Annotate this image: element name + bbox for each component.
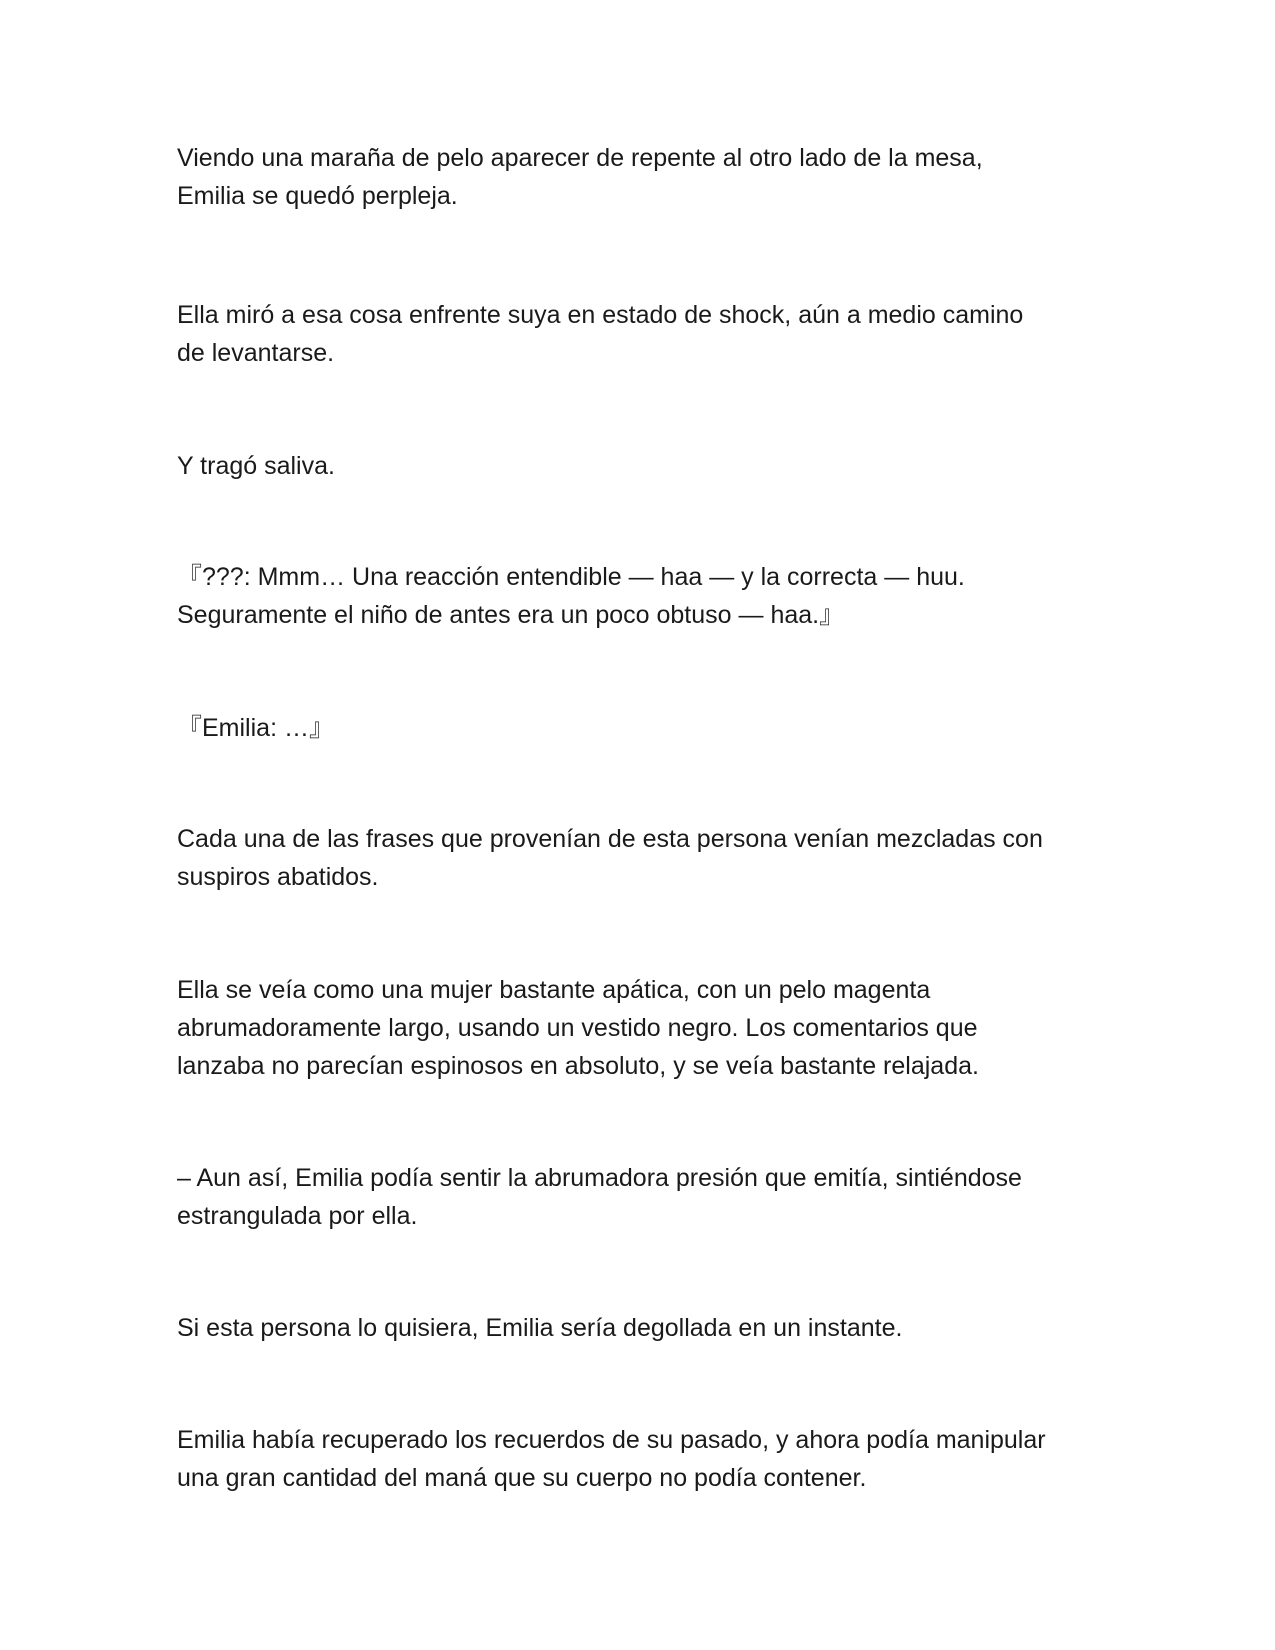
paragraph-1 (177, 139, 1117, 215)
paragraph-line: Seguramente el niño de antes era un poco obtuso — haa.』 (177, 601, 845, 629)
paragraph-8 (177, 1159, 1117, 1235)
paragraph-6 (177, 820, 1117, 896)
paragraph-line: de levantarse. (177, 339, 335, 367)
paragraph-line: Viendo una maraña de pelo aparecer de repente al otro lado de la mesa, (177, 144, 983, 172)
paragraph-5-dialogue (177, 709, 1117, 747)
paragraph-line: Ella miró a esa cosa enfrente suya en estado de shock, aún a medio camino (177, 301, 1024, 329)
paragraph-line: lanzaba no parecían espinosos en absoluto, y se veía bastante relajada. (177, 1052, 979, 1080)
paragraph-line: Ella se veía como una mujer bastante apática, con un pelo magenta (177, 976, 931, 1004)
paragraph-7 (177, 971, 1117, 1085)
paragraph-4-dialogue (177, 558, 1117, 634)
paragraph-line: Emilia se quedó perpleja. (177, 182, 458, 210)
paragraph-line: una gran cantidad del maná que su cuerpo no podía contener. (177, 1464, 867, 1492)
paragraph-9 (177, 1309, 1117, 1347)
paragraph-line: estrangulada por ella. (177, 1202, 418, 1230)
paragraph-line: Y tragó saliva. (177, 452, 335, 480)
paragraph-10 (177, 1421, 1117, 1497)
paragraph-line: Si esta persona lo quisiera, Emilia sería degollada en un instante. (177, 1314, 903, 1342)
paragraph-line: Emilia había recuperado los recuerdos de su pasado, y ahora podía manipular (177, 1426, 1046, 1454)
paragraph-line: 『???: Mmm… Una reacción entendible — haa — y la correcta — huu. (177, 563, 965, 591)
paragraph-line: 『Emilia: …』 (177, 714, 334, 742)
paragraph-line: abrumadoramente largo, usando un vestido negro. Los comentarios que (177, 1014, 978, 1042)
paragraph-3 (177, 447, 1117, 485)
paragraph-line: suspiros abatidos. (177, 863, 379, 891)
paragraph-line: – Aun así, Emilia podía sentir la abrumadora presión que emitía, sintiéndose (177, 1164, 1022, 1192)
paragraph-line: Cada una de las frases que provenían de esta persona venían mezcladas con (177, 825, 1043, 853)
paragraph-2 (177, 296, 1117, 372)
